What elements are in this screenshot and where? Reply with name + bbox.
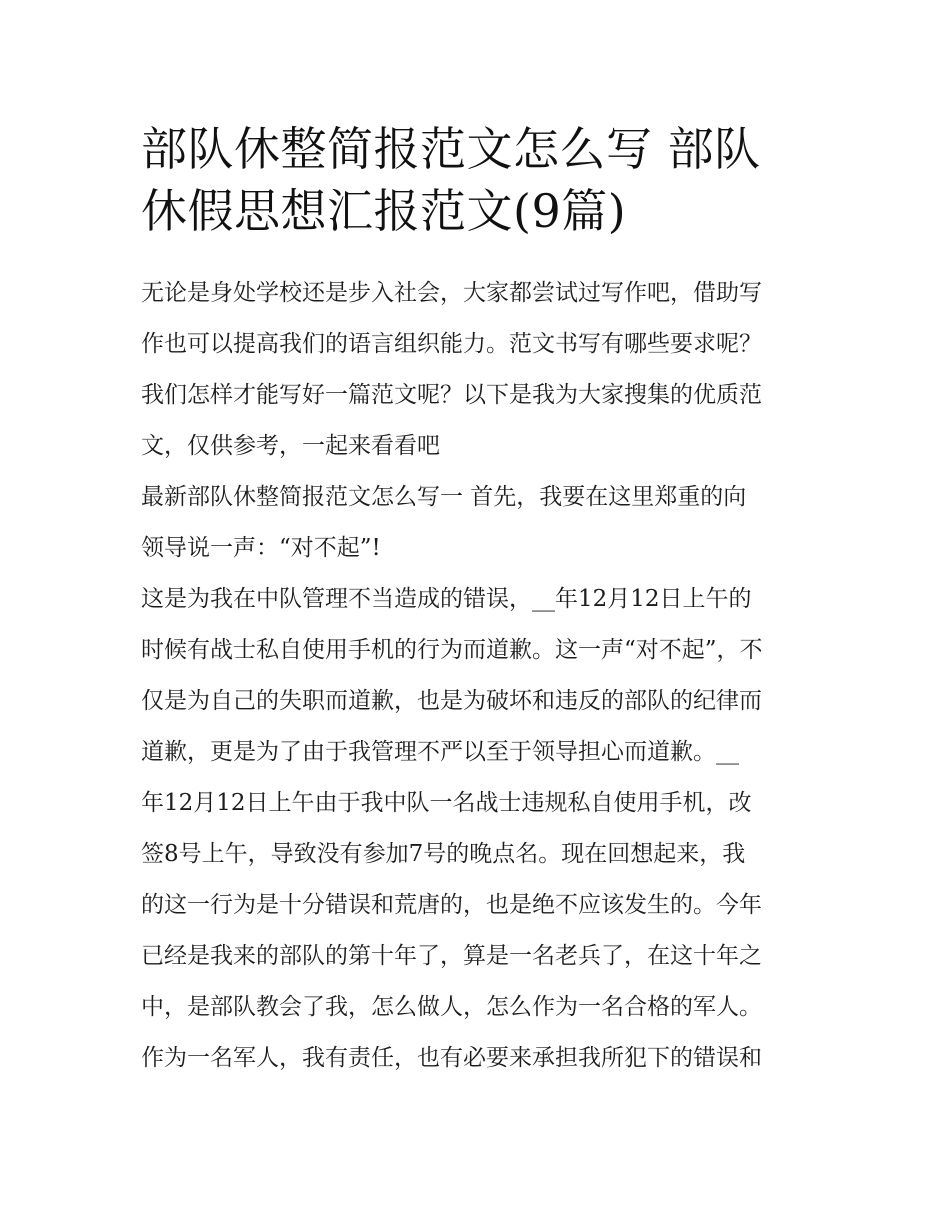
body-line: 中，是部队教会了我，怎么做人，怎么作为一名合格的军人。 (141, 994, 762, 1020)
body-line: 仅是为自己的失职而道歉，也是为破坏和违反的部队的纪律而 (141, 688, 762, 714)
body-line: 时候有战士私自使用手机的行为而道歉。这一声“对不起”，不 (141, 637, 763, 663)
body-line: 已经是我来的部队的第十年了，算是一名老兵了，在这十年之 (141, 943, 762, 969)
body-line: 领导说一声：“对不起”! (141, 535, 381, 561)
body-line: 我们怎样才能写好一篇范文呢？以下是我为大家搜集的优质范 (141, 382, 762, 408)
document-body (141, 268, 813, 1084)
body-line: 这是为我在中队管理不当造成的错误，__年12月12日上午的 (141, 586, 752, 612)
document-content (141, 118, 813, 1084)
body-line: 道歉，更是为了由于我管理不严以至于领导担心而道歉。__ (141, 739, 739, 765)
body-line: 无论是身处学校还是步入社会，大家都尝试过写作吧，借助写 (141, 280, 762, 306)
body-line: 文，仅供参考，一起来看看吧 (141, 433, 440, 459)
title-line: 部队休整简报范文怎么写 部队 (141, 122, 761, 176)
body-line: 最新部队休整简报范文怎么写一 首先，我要在这里郑重的向 (141, 484, 747, 510)
body-line: 作也可以提高我们的语言组织能力。范文书写有哪些要求呢？ (141, 331, 762, 357)
body-line: 的这一行为是十分错误和荒唐的，也是绝不应该发生的。今年 (141, 892, 762, 918)
body-line: 作为一名军人，我有责任，也有必要来承担我所犯下的错误和 (141, 1045, 762, 1071)
body-line: 签8号上午，导致没有参加7号的晚点名。现在回想起来，我 (141, 841, 746, 867)
document-title (141, 118, 813, 242)
title-line: 休假思想汇报范文(9篇) (141, 184, 627, 238)
body-line: 年12月12日上午由于我中队一名战士违规私自使用手机，改 (141, 790, 752, 816)
